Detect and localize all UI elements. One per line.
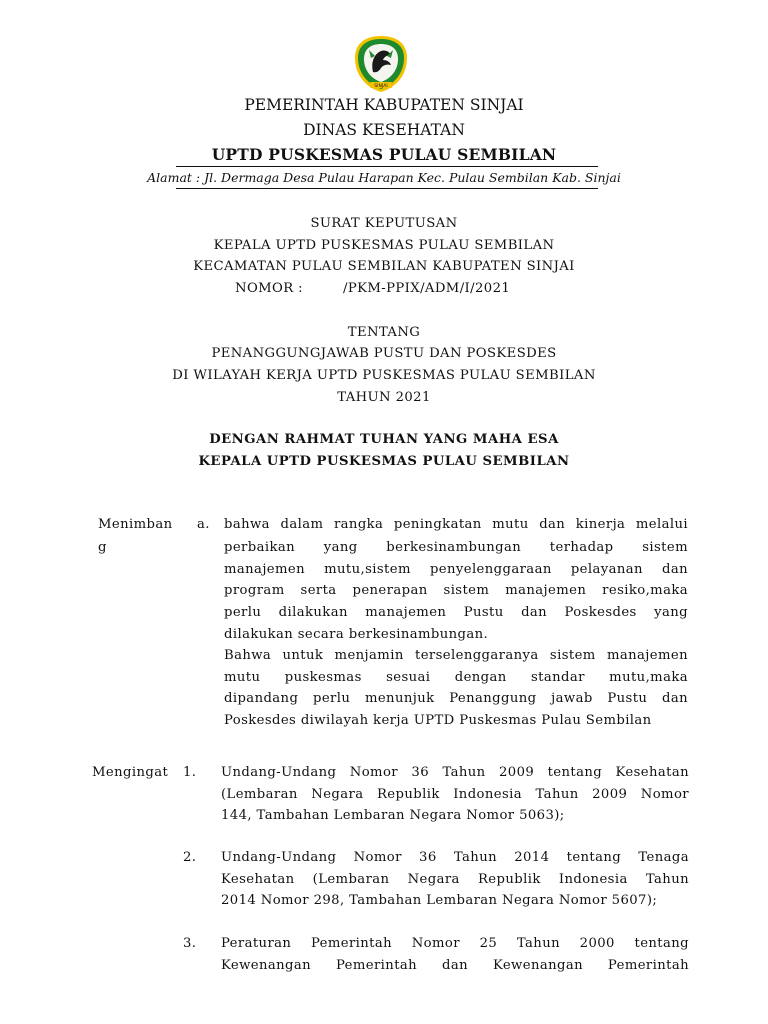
mengingat-item-line: 144, Tambahan Lembaran Negara Nomor 5063); <box>221 808 565 823</box>
header-rule-top <box>176 166 598 167</box>
decree-issuer: KEPALA UPTD PUSKESMAS PULAU SEMBILAN <box>213 238 555 253</box>
header-department: DINAS KESEHATAN <box>303 121 465 139</box>
mengingat-item-marker: 1. <box>183 765 197 780</box>
mengingat-item-marker: 2. <box>183 850 197 865</box>
decree-number-value: /PKM-PPIX/ADM/I/2021 <box>343 281 511 296</box>
menimbang-label-wrap: g <box>98 540 107 555</box>
menimbang-line: Poskesdes diwilayah kerja UPTD Puskesmas Pulau Sembilan <box>224 713 652 728</box>
menimbang-line: manajemen mutu,sistem penyelenggaraan pelayanan dan <box>224 562 688 577</box>
mengingat-item-line: Peraturan Pemerintah Nomor 25 Tahun 2000 tentang <box>221 936 689 951</box>
header-government: PEMERINTAH KABUPATEN SINJAI <box>244 96 524 114</box>
menimbang-line: program serta penerapan sistem manajemen resiko,maka <box>224 583 688 598</box>
tentang-area: DI WILAYAH KERJA UPTD PUSKESMAS PULAU SEMBILAN <box>172 368 596 383</box>
mengingat-item-marker: 3. <box>183 936 197 951</box>
decree-number-label: NOMOR : <box>235 281 304 296</box>
mengingat-item-line: Kewenangan Pemerintah dan Kewenangan Pemerintah <box>221 958 689 973</box>
rahmat-issuer: KEPALA UPTD PUSKESMAS PULAU SEMBILAN <box>198 454 570 469</box>
menimbang-label: Menimban <box>98 517 173 532</box>
mengingat-item-line: (Lembaran Negara Republik Indonesia Tahun 2009 Nomor <box>221 787 689 802</box>
menimbang-line: dilakukan secara berkesinambungan. <box>224 627 489 642</box>
mengingat-label: Mengingat <box>92 765 169 780</box>
menimbang-line: mutu puskesmas sesuai dengan standar mutu,maka <box>224 670 688 685</box>
decree-title: SURAT KEPUTUSAN <box>310 216 458 231</box>
logo-text: SINJAI <box>374 84 388 89</box>
header-rule-bottom <box>176 188 598 189</box>
mengingat-item-line: Kesehatan (Lembaran Negara Republik Indonesia Tahun <box>221 872 689 887</box>
mengingat-item-line: Undang-Undang Nomor 36 Tahun 2014 tentang Tenaga <box>221 850 689 865</box>
menimbang-line: perlu dilakukan manajemen Pustu dan Poskesdes yang <box>224 605 688 620</box>
header-address: Alamat : Jl. Dermaga Desa Pulau Harapan Kec. Pulau Sembilan Kab. Sinjai <box>147 170 621 185</box>
menimbang-marker: a. <box>197 517 210 532</box>
menimbang-line: dipandang perlu menunjuk Penanggung jawab Pustu dan <box>224 691 688 706</box>
menimbang-line: perbaikan yang berkesinambungan terhadap sistem <box>224 540 688 555</box>
tentang-label: TENTANG <box>347 325 421 340</box>
kabupaten-sinjai-emblem-icon <box>351 34 411 94</box>
menimbang-line: Bahwa untuk menjamin terselenggaranya sistem manajemen <box>224 648 688 663</box>
rahmat-line: DENGAN RAHMAT TUHAN YANG MAHA ESA <box>209 432 559 447</box>
tentang-subject: PENANGGUNGJAWAB PUSTU DAN POSKESDES <box>211 346 557 361</box>
decree-region: KECAMATAN PULAU SEMBILAN KABUPATEN SINJAI <box>193 259 575 274</box>
header-institution: UPTD PUSKESMAS PULAU SEMBILAN <box>211 145 557 164</box>
mengingat-item-line: Undang-Undang Nomor 36 Tahun 2009 tentang Kesehatan <box>221 765 689 780</box>
mengingat-item-line: 2014 Nomor 298, Tambahan Lembaran Negara Nomor 5607); <box>221 893 658 908</box>
tentang-year: TAHUN 2021 <box>337 390 431 405</box>
menimbang-line: bahwa dalam rangka peningkatan mutu dan kinerja melalui <box>224 517 688 532</box>
